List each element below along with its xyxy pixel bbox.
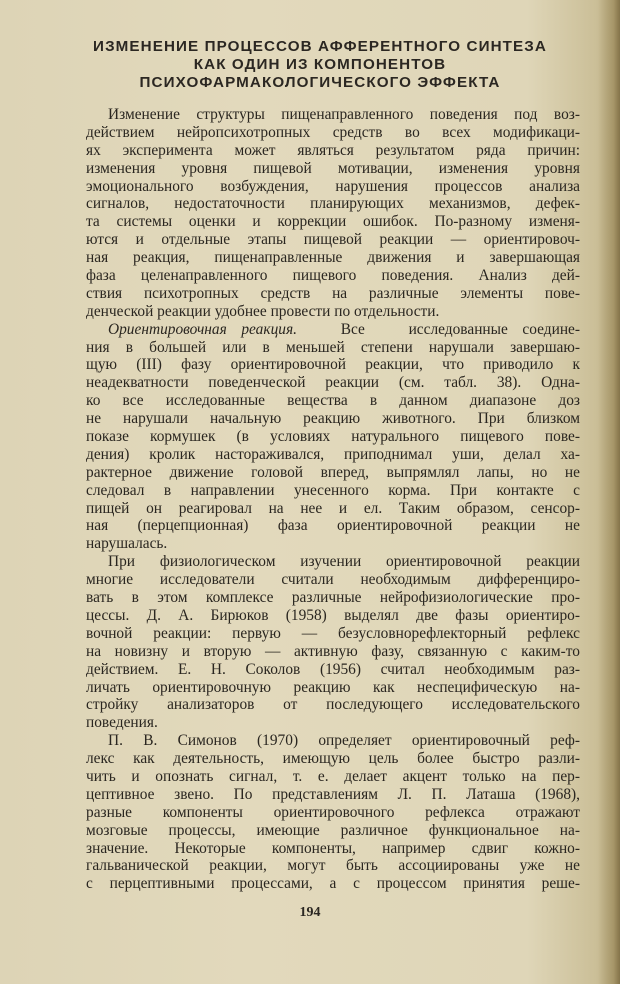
text-line: денческой реакции удобнее провести по отдельности. bbox=[86, 302, 440, 320]
text-line: дения) кролик настораживался, приподнимал уши, делал ха- bbox=[86, 445, 580, 463]
text-line: с перцептивными процессами, а с процессом принятия реше- bbox=[86, 875, 580, 893]
text-line: многие исследователи считали необходимым дифференциро- bbox=[86, 571, 580, 589]
text-line: фаза целенаправленного пищевого поведения. Анализ дей- bbox=[86, 267, 580, 285]
text-line: Изменение структуры пищенаправленного поведения под воз- bbox=[108, 106, 580, 123]
text-line: ко все исследованные вещества в данном диапазоне доз bbox=[86, 392, 580, 410]
text-line: вочной реакции: первую — безусловнорефлекторный рефлекс bbox=[86, 624, 580, 642]
text-line: сигналов, недостаточности планирующих механизмов, дефек- bbox=[86, 195, 580, 213]
text-line: гальванической реакции, могут быть ассоциированы уже не bbox=[86, 857, 580, 875]
text-line: ются и отдельные этапы пищевой реакции — ориентировоч- bbox=[86, 231, 580, 249]
text-fragment: Все bbox=[340, 320, 365, 338]
text-line: действием нейропсихотропных средств во всех модификаци- bbox=[86, 123, 580, 141]
text-fragment: исследованные соедине- bbox=[408, 320, 581, 338]
italic-run-in-heading: Ориентировочная реакция. bbox=[108, 320, 297, 338]
page-spine-shadow bbox=[598, 0, 620, 984]
text-line: мозговые процессы, имеющие различное функциональное на- bbox=[86, 821, 580, 839]
text-line: эмоционального возбуждения, нарушения процессов анализа bbox=[86, 177, 580, 195]
title-line: КАК ОДИН ИЗ КОМПОНЕНТОВ bbox=[193, 56, 447, 73]
text-line: При физиологическом изучении ориентировочной реакции bbox=[108, 553, 580, 571]
text-line: неадекватности поведенческой реакции (см. табл. 38). Одна- bbox=[86, 374, 580, 392]
text-line: личать ориентировочную реакцию как неспецифическую на- bbox=[86, 678, 580, 696]
text-line: ния в большей или в меньшей степени нарушали завершаю- bbox=[86, 338, 580, 356]
text-line: разные компоненты ориентировочного рефлекса отражают bbox=[86, 803, 580, 821]
chapter-title bbox=[60, 38, 580, 92]
text-line: щую (III) фазу ориентировочной реакции, что приводило к bbox=[86, 356, 580, 374]
text-line: пищей он реагировал на нее и ел. Таким образом, сенсор- bbox=[86, 499, 580, 517]
text-line: ная (перцепционная) фаза ориентировочной реакции не bbox=[86, 517, 580, 535]
text-line: поведения. bbox=[86, 714, 158, 732]
text-line: ях эксперимента может являться результатом ряда причин: bbox=[86, 141, 580, 159]
text-line: стройку анализаторов от последующего исследовательского bbox=[86, 696, 580, 714]
text-line: не нарушали начальную реакцию животного. При близком bbox=[86, 410, 580, 428]
text-line: вать в этом комплексе различные нейрофизиологические про- bbox=[86, 589, 580, 607]
text-line: П. В. Симонов (1970) определяет ориентировочный реф- bbox=[108, 732, 580, 750]
text-line: ствия психотропных средств на различные элементы пове- bbox=[86, 284, 580, 302]
text-line: нарушалась. bbox=[86, 535, 168, 553]
page-number: 194 bbox=[299, 905, 321, 920]
text-line: та системы оценки и коррекции ошибок. По-разному изменя- bbox=[86, 213, 580, 231]
title-line: ПСИХОФАРМАКОЛОГИЧЕСКОГО ЭФФЕКТА bbox=[139, 74, 501, 91]
text-line: изменения уровня пищевой мотивации, изменения уровня bbox=[86, 159, 580, 177]
text-line: рактерное движение головой вперед, выпрямлял лапы, но не bbox=[86, 463, 580, 481]
body-text bbox=[86, 106, 580, 893]
text-line-italic-lead bbox=[86, 321, 580, 339]
text-line: значение. Некоторые компоненты, например сдвиг кожно- bbox=[86, 839, 580, 857]
title-line: ИЗМЕНЕНИЕ ПРОЦЕССОВ АФФЕРЕНТНОГО СИНТЕЗА bbox=[93, 38, 547, 55]
text-line: следовал в направлении унесенного корма. При контакте с bbox=[86, 481, 580, 499]
text-line: чить и опознать сигнал, т. е. делает акцент только на пер- bbox=[86, 767, 580, 785]
text-line: действием. Е. Н. Соколов (1956) считал необходимым раз- bbox=[86, 660, 580, 678]
text-line: лекс как деятельность, имеющую цель более быстро разли- bbox=[86, 750, 580, 768]
text-line: на новизну и вторую — активную фазу, связанную с каким-то bbox=[86, 642, 580, 660]
text-line: ная реакция, пищенаправленные движения и завершающая bbox=[86, 249, 580, 267]
text-line: цептивное звено. По представлениям Л. П. Латаша (1968), bbox=[86, 785, 580, 803]
text-line: цессы. Д. А. Бирюков (1958) выделял две фазы ориентиро- bbox=[86, 606, 580, 624]
text-line: показе кормушек (в условиях натурального пищевого пове- bbox=[86, 428, 580, 446]
